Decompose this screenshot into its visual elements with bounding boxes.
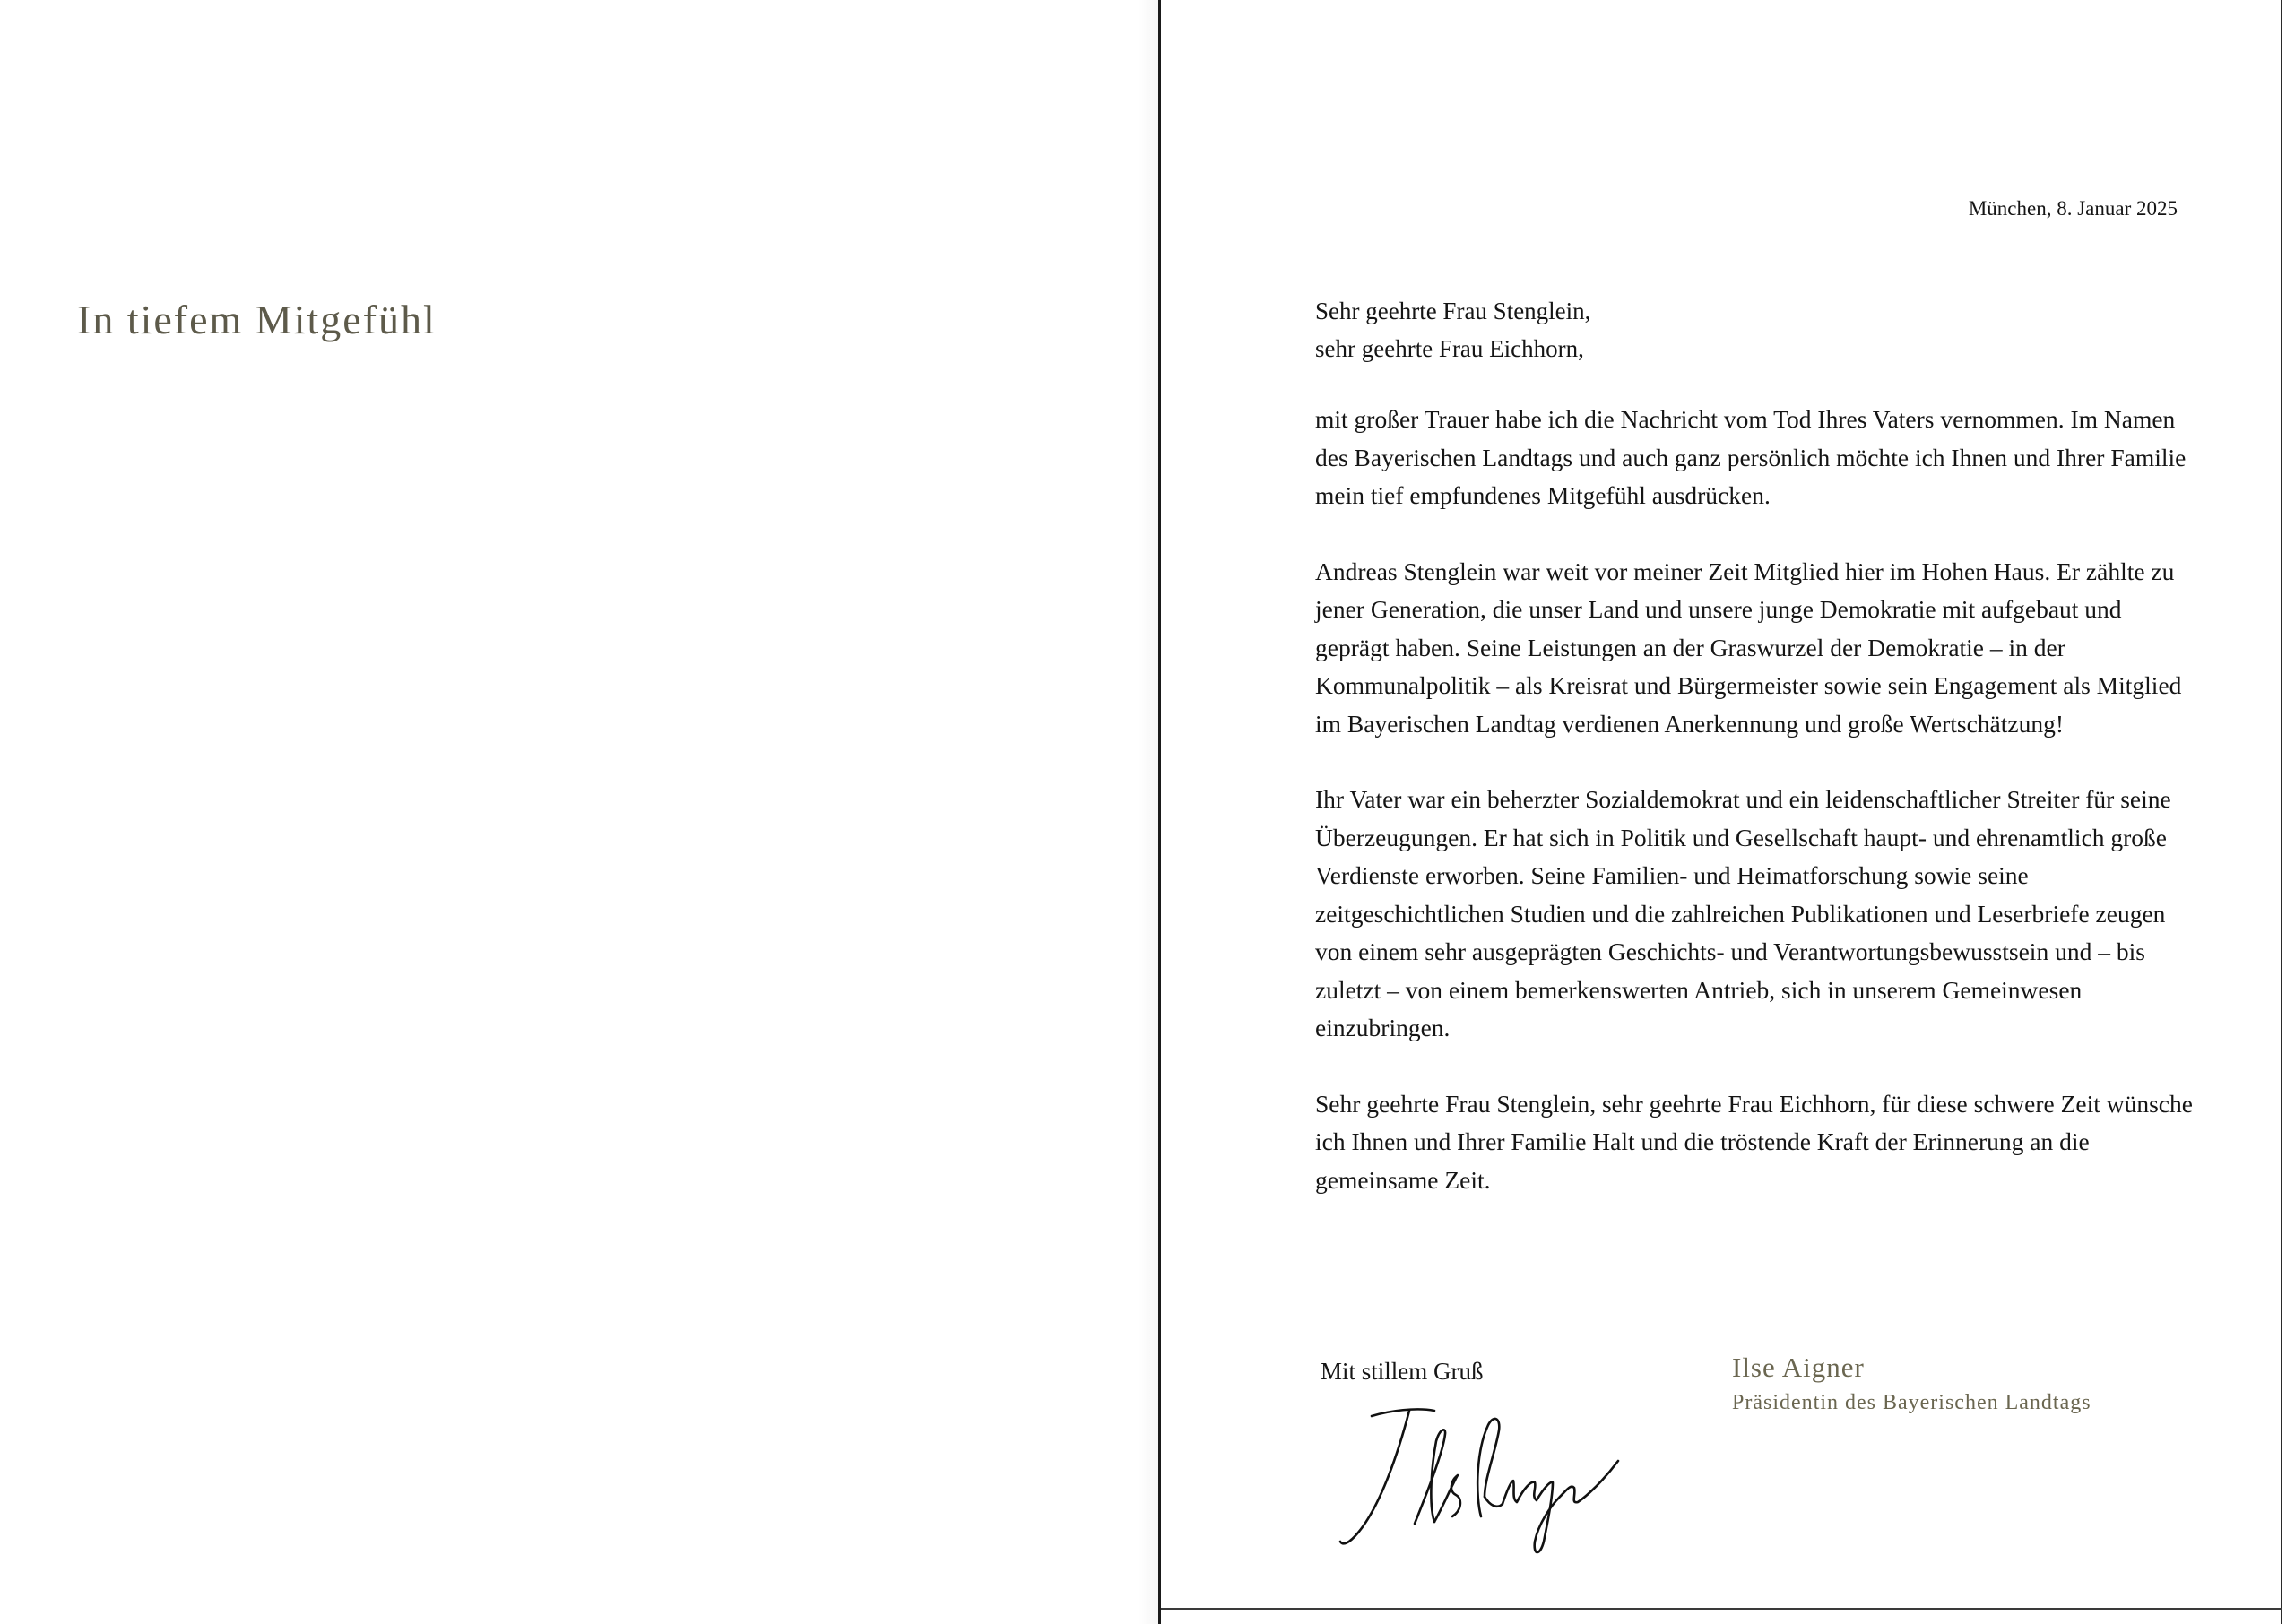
salutation-line: Sehr geehrte Frau Stenglein, bbox=[1315, 298, 1591, 324]
signer-name: Ilse Aigner bbox=[1732, 1352, 1865, 1383]
letter-paragraph: mit großer Trauer habe ich die Nachricht vom Tod Ihres Vaters vernommen. Im Namen des Bayerischen Landtags und auch ganz persönlich möchte ich Ihnen und Ihrer Familie mein tief empfundenes Mitgefühl ausdrücken. bbox=[1315, 405, 2187, 509]
page-edge-right bbox=[2281, 0, 2282, 1624]
signer-block bbox=[1732, 1352, 2091, 1415]
cover-title: In tiefem Mitgefühl bbox=[77, 297, 437, 342]
salutation-line: sehr geehrte Frau Eichhorn, bbox=[1315, 335, 1584, 362]
letter-body bbox=[1315, 401, 2194, 1237]
page-edge-bottom bbox=[1161, 1608, 2282, 1610]
letter-date: München, 8. Januar 2025 bbox=[1968, 197, 2178, 220]
handwritten-signature bbox=[1309, 1398, 1632, 1559]
signer-title: Präsidentin des Bayerischen Landtags bbox=[1732, 1391, 2091, 1414]
letter-paragraph: Sehr geehrte Frau Stenglein, sehr geehrte Frau Eichhorn, für diese schwere Zeit wünsche ich Ihnen und Ihrer Familie Halt und die tröstende Kraft der Erinnerung an die gemeinsame Zeit. bbox=[1315, 1089, 2193, 1194]
letter-salutation bbox=[1315, 292, 1590, 367]
fold-shadow bbox=[1139, 0, 1158, 1624]
letter-paragraph: Ihr Vater war ein beherzter Sozialdemokrat und ein leidenschaftlicher Streiter für seine Überzeugungen. Er hat sich in Politik und Gesellschaft haupt- und ehrenamtlich große Verdienste erworben. Seine Familien- und Heimatforschung sowie seine zeitgeschichtlichen Studien und die zahlreichen Publikationen und Leserbriefe zeugen von einem sehr ausgeprägten Geschichts- und Verantwortungsbewusstsein und – bis zuletzt – von einem bemerkenswerten Antrieb, sich in unserem Gemeinwesen einzubringen. bbox=[1315, 785, 2171, 1041]
letter-paragraph: Andreas Stenglein war weit vor meiner Zeit Mitglied hier im Hohen Haus. Er zählte zu jener Generation, die unser Land und unsere junge Demokratie mit aufgebaut und geprägt haben. Seine Leistungen an der Graswurzel der Demokratie – in der Kommunalpolitik – als Kreisrat und Bürgermeister sowie sein Engagement als Mitglied im Bayerischen Landtag verdienen Anerkennung und große Wertschätzung! bbox=[1315, 557, 2182, 738]
letter-closing: Mit stillem Gruß bbox=[1321, 1358, 1484, 1385]
